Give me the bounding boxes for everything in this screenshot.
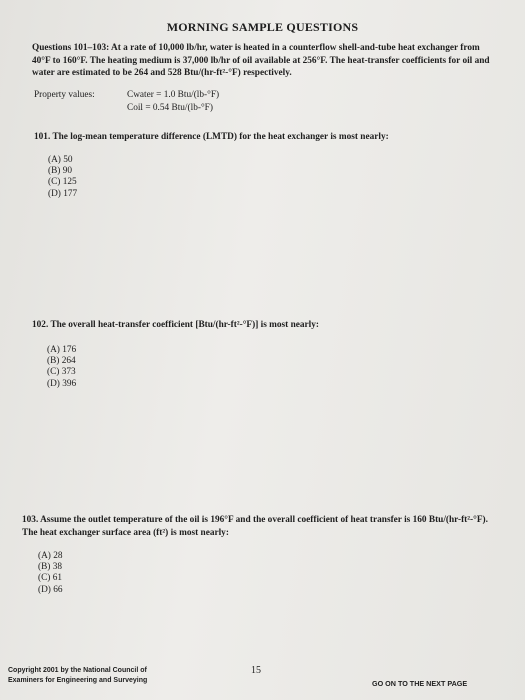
page-title: MORNING SAMPLE QUESTIONS	[166, 20, 359, 34]
choice-a: (A) 50	[48, 155, 73, 165]
copyright-line: Examiners for Engineering and Surveying	[8, 676, 148, 684]
property-c-oil: Coil = 0.54 Btu/(lb-°F)	[127, 102, 213, 113]
choice-b: (B) 38	[38, 562, 63, 573]
question-text: Assume the outlet temperature of the oil is 196°F and the overall coefficient of heat transfer is 160 Btu/(hr-ft²-°F). The heat exchanger surface area (ft²) is most nearly:	[22, 515, 488, 538]
question-set-intro	[32, 42, 494, 80]
question-102	[32, 319, 492, 332]
question-number: 101.	[34, 132, 51, 142]
copyright-line: Copyright 2001 by the National Council of	[8, 667, 147, 674]
question-text: The overall heat-transfer coefficient [Btu/(hr-ft²-°F)] is most nearly:	[50, 320, 319, 330]
go-on-next-page: GO ON TO THE NEXT PAGE	[372, 679, 468, 688]
page-number: 15	[251, 665, 261, 676]
question-101	[34, 131, 494, 144]
choice-d: (D) 177	[48, 188, 78, 199]
choice-a: (A) 176	[47, 345, 77, 355]
property-c-water: Cwater = 1.0 Btu/(lb-°F)	[127, 90, 220, 100]
choice-b: (B) 90	[48, 166, 73, 177]
property-values-list	[127, 89, 219, 114]
choice-b: (B) 264	[47, 356, 76, 367]
choice-d: (D) 396	[47, 378, 77, 389]
question-102-choices	[47, 345, 76, 390]
copyright-notice	[8, 666, 147, 685]
choice-c: (C) 61	[38, 573, 63, 584]
choice-c: (C) 373	[47, 367, 76, 378]
question-text: The log-mean temperature difference (LMTD) for the heat exchanger is most nearly:	[52, 132, 389, 142]
property-values-label: Property values:	[34, 90, 95, 100]
choice-a: (A) 28	[38, 551, 63, 561]
question-103-choices	[38, 551, 63, 596]
choice-d: (D) 66	[38, 584, 63, 595]
question-number: 103.	[22, 515, 39, 525]
question-set-text: At a rate of 10,000 lb/hr, water is heated in a counterflow shell-and-tube heat exchanger from 40°F to 160°F. The heating medium is 37,000 lb/hr of oil available at 256°F. The heat-transfer coefficients for oil and water are estimated to be 264 and 528 Btu/(hr-ft²-°F) respectively.	[32, 43, 490, 78]
question-set-label: Questions 101–103:	[32, 43, 110, 53]
choice-c: (C) 125	[48, 177, 77, 188]
question-101-choices	[48, 155, 77, 200]
question-103	[22, 514, 500, 539]
question-number: 102.	[32, 320, 49, 330]
